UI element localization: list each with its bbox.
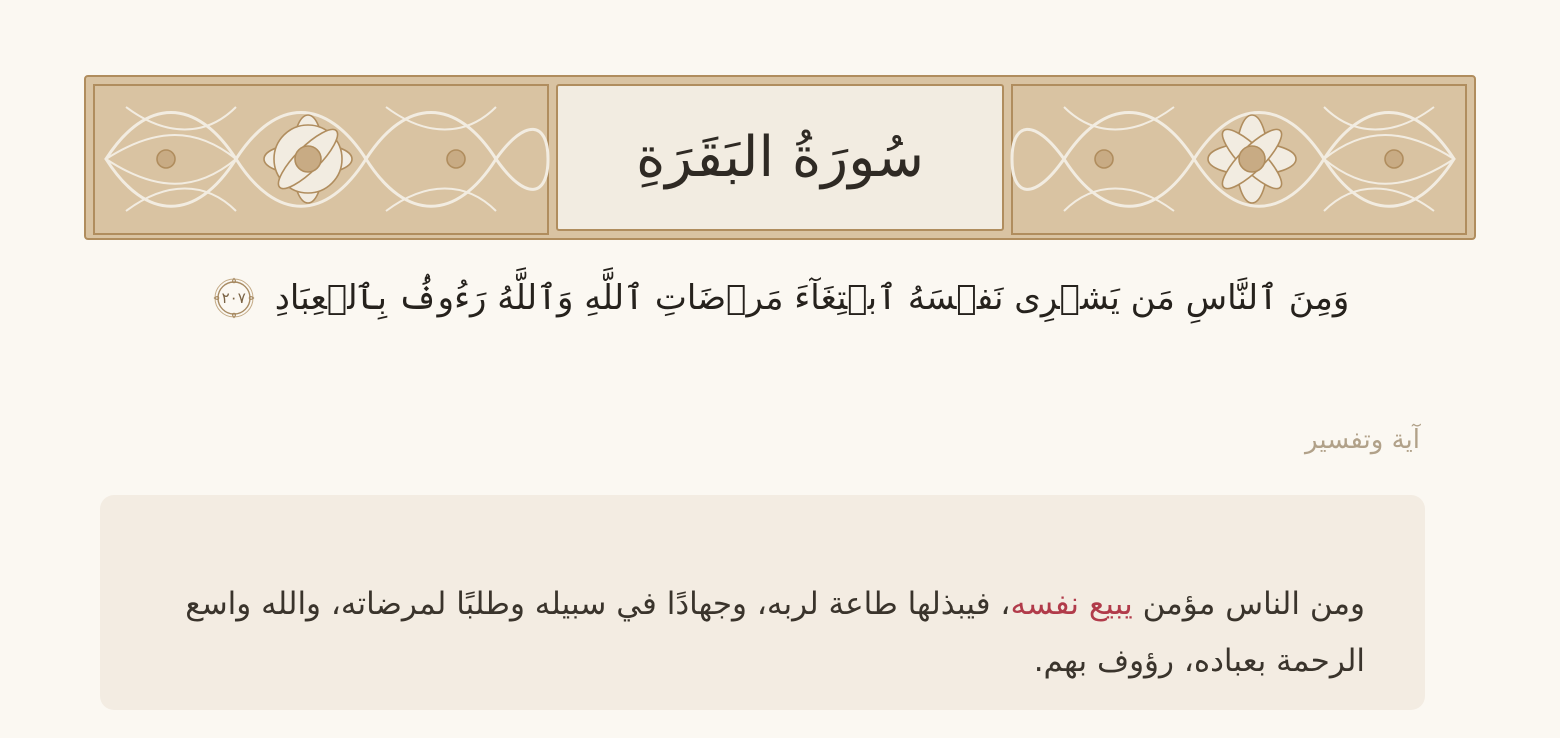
tafsir-highlight: يبيع نفسه (1010, 586, 1133, 622)
surah-title: سُورَةُ البَقَرَةِ (635, 124, 925, 190)
surah-title-plate (556, 84, 1004, 231)
tafsir-text-after: ، فيبذلها طاعة لربه، وجهادًا في سبيله وطلبًا لمرضاته، والله واسع الرحمة بعباده، رؤوف بهم. (185, 586, 1365, 680)
tafsir-text (160, 576, 1365, 691)
ayah-number: ٢٠٧ (221, 289, 246, 308)
ayah-end-medallion-icon (211, 275, 257, 321)
ayah-text: وَمِنَ ٱلنَّاسِ مَن يَشۡرِى نَفۡسَهُ ٱبۡتِغَآءَ مَرۡضَاتِ ٱللَّهِ وَٱللَّهُ رَءُوفُۢ بِٱلۡعِبَادِ (274, 278, 1350, 318)
surah-header-banner (84, 75, 1476, 240)
section-label: آية وتفسير (1305, 425, 1420, 455)
tafsir-text-before: ومن الناس مؤمن (1132, 586, 1365, 622)
ornament-left (86, 77, 556, 238)
ayah-line (84, 270, 1476, 326)
tafsir-card (100, 495, 1425, 710)
ornament-right (1004, 77, 1474, 238)
